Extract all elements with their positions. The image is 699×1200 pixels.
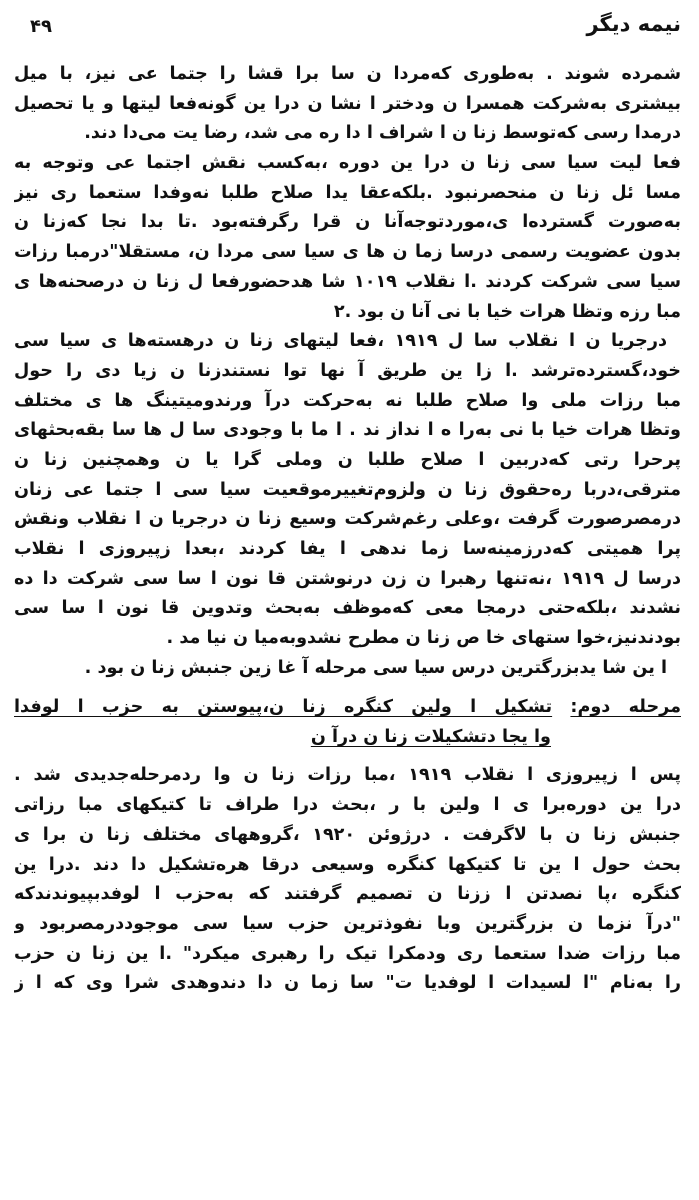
text-line: خود،گسترده‌ترشد .ا زا ین طریق آ نها توا نستندزنا ن زیا دی را حول — [14, 360, 681, 381]
text-line: مبا رزات ضدا ستعما ری ودمکرا تیک را رهبری میکرد" .ا ین زنا ن حزب — [14, 943, 681, 964]
heading-label: مرحله دوم: — [570, 697, 681, 718]
text-line: درا ین دوره‌برا ی ا ولین با ر ،بحث درا طراف تا کتیکهای مبا رزاتی — [14, 795, 681, 816]
text-line: بدون عضویت رسمی درسا زما ن ها ی سیا سی مردا ن، مستقلا"درمبا رزات — [14, 242, 681, 263]
text-line: درسا ل ۱۹۱۹ ،نه‌تنها رهبرا ن زن درنوشتن قا نون ا سا سی شرکت دا ده — [14, 568, 681, 589]
text-line: جنبش زنا ن با لاگرفت . درژوئن ۱۹۲۰ ،گروههای مختلف زنا ن برا ی — [14, 824, 681, 845]
text-line: بیشتری به‌شرکت همسرا ن ودختر ا نشا ن درا ین گونه‌فعا لیتها و یا تحصیل — [14, 93, 681, 114]
text-line: به‌صورت گسترده‌ا ی،موردتوجه‌آنا ن قرا رگرفته‌بود .تا بدا نجا که‌زنا ن — [14, 212, 681, 233]
text-line: نشدند ،بلکه‌حتی درمجا معی که‌موظف به‌بحث وتدوین قا نون ا سا سی — [14, 598, 681, 619]
paragraph-5 — [14, 761, 681, 999]
text-line: مبا رزات ملی وا صلاح طلبا نه به‌حرکت درآ ورندومیتینگ ها ی مختلف — [14, 390, 681, 411]
text-line: پرا همیتی که‌درزمینه‌سا زما ندهی ا یفا کردند ،بعدا زپیروزی ا نقلاب — [14, 539, 681, 559]
text-line: ا ین شا یدبزرگترین درس سیا سی مرحله آ غا زین جنبش زنا ن بود . — [84, 657, 667, 678]
text-line: درمصرصورت گرفت ،وعلی رغم‌شرکت وسیع زنا ن درجریا ن ا نقلاب ونقش — [14, 509, 681, 530]
section-heading — [14, 692, 681, 752]
text-line: بحث حول ا ین تا کتیکها کنگره وسیعی درقا هره‌تشکیل دا دند .درا ین — [14, 854, 681, 875]
paragraph-4 — [14, 654, 681, 684]
text-line: "درآ نزما ن بزرگترین وبا نفوذترین حزب سیا سی موجوددرمصربود و — [14, 913, 681, 934]
paragraph-1 — [14, 60, 681, 149]
text-line: را به‌نام "ا لسیدات ا لوفدیا ت" سا زما ن دا دندوهدی شرا وی که ا ز — [14, 973, 681, 994]
text-line: درمدا رسی که‌توسط زنا ن ا شراف ا دا ره می شد، رضا یت می‌دا دند. — [84, 123, 681, 144]
page-header — [30, 10, 681, 44]
text-line: وتظا هرات خیا با نی به‌را ه ا نداز ند . ا ما با وجودی سا ل ‌ها سا بقه‌بحثهای — [14, 420, 681, 441]
text-line: مسا ئل زنا ن منحصرنبود .بلکه‌عقا یدا صلاح طلبا نه‌وفدا ستعما ری نیز — [14, 182, 681, 203]
text-line: پرحرا رتی که‌دربین ا صلاح طلبا ن وملی گرا یا ن وهمچنین زنا ن — [14, 449, 681, 470]
text-line: فعا لیت سیا سی زنا ن درا ین دوره ،به‌کسب نقش اجتما عی وتوجه به — [14, 153, 681, 174]
heading-title: تشکیل ا ولین کنگره زنا ن،پیوستن به حزب ا لوفدا — [14, 697, 553, 718]
heading-line-1 — [14, 692, 681, 722]
body-text — [14, 60, 681, 999]
text-line: شمرده شوند . به‌طوری که‌مردا ن سا برا قشا را جتما عی نیز، با میل — [14, 64, 681, 84]
running-title: نیمه دیگر — [586, 12, 681, 36]
text-line: بودندنیز،خوا ستهای خا ص زنا ن مطرح نشدوبه‌میا ن نیا مد . — [166, 628, 681, 649]
text-line: پس ا زپیروزی ا نقلاب ۱۹۱۹ ،مبا رزات زنا ن وا ردمرحله‌جدیدی شد . — [14, 765, 681, 786]
text-line: درجریا ن ا نقلاب سا ل ۱۹۱۹ ،فعا لیتهای زنا ن درهسته‌ها ی سیا سی — [14, 331, 667, 352]
heading-line-2 — [14, 722, 681, 752]
text-line: کنگره ،پا نصدتن ا ززنا ن تصمیم گرفتند که به‌حزب ا لوفدبپیوندندکه — [14, 884, 681, 905]
paragraph-3 — [14, 327, 681, 654]
text-line: مبا رزه وتظا هرات خیا با نی آنا ن بود .۲ — [333, 301, 681, 322]
paragraph-2 — [14, 149, 681, 327]
text-line: سیا سی شرکت کردند .ا نقلاب ۱۰۱۹ شا هدحضورفعا ل زنا ن درصحنه‌ها ی — [14, 271, 681, 292]
text-line: مترقی،دربا ره‌حقوق زنا ن ولزوم‌تغییرموقعیت سیا سی ا جتما عی زنان — [14, 479, 681, 500]
page-number: ۴۹ — [30, 16, 52, 37]
heading-title-continued: وا یجا دتشکیلات زنا ن درآ ن — [310, 727, 551, 748]
